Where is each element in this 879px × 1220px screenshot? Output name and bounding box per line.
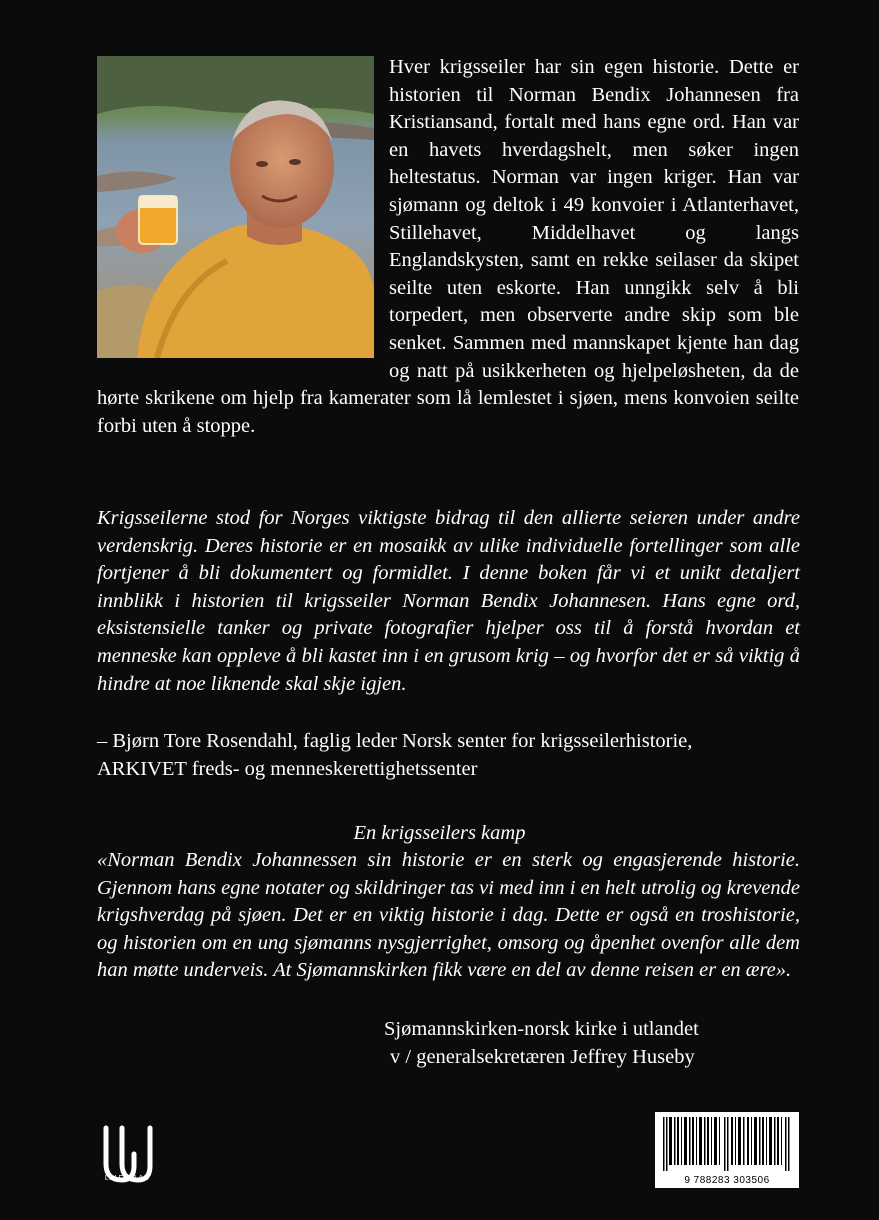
endorsement-attribution <box>97 728 817 783</box>
photo-wrap-spacer <box>97 54 389 370</box>
signature-line-2: v / generalsekretæren Jeffrey Huseby <box>390 1046 695 1068</box>
intro-paragraph <box>97 54 799 440</box>
kamp-quote: «Norman Bendix Johannessen sin historie er en sterk og engasjerende historie. Gjennom hans egne notater og skildringer tas vi med inn i en helt utrolig og krevende krigshverdag på sjøen. Det er en viktig historie i dag. Dette er også en troshistorie, og historien om en ung sjømanns nysgjerrighet, omsorg og åpenhet ovenfor alle dem han møtte underveis. At Sjømannskirken fikk være en del av denne reisen er en ære». <box>97 849 800 982</box>
endorsement-quote: Krigsseilerne stod for Norges viktigste bidrag til den allierte seieren under andre verdenskrig. Deres historie er en mosaikk av ulike individuelle fortellinger som alle fortjener å bli dokumentert og formidlet. I denne boken får vi et unikt detaljert innblikk i historien til krigsseiler Norman Bendix Johannesen. Hans egne ord, eksistensielle tanker og private fotografier hjelper oss til å forstå hvordan et menneske kan oppleve å bli kastet inn i en grusom krig – og hvorfor det er så viktig å hindre at noe liknende skal skje igjen. <box>97 507 800 695</box>
signature-line-1: Sjømannskirken-norsk kirke i utlandet <box>384 1018 699 1040</box>
publisher-name: LIV FORLAG <box>104 1175 150 1182</box>
isbn-barcode <box>655 1112 799 1188</box>
kamp-signature <box>384 1015 804 1071</box>
barcode-bars <box>663 1117 791 1171</box>
intro-text: Hver krigsseiler har sin egen historie. Dette er historien til Norman Bendix Johannesen fra Kristiansand, fortalt med hans egne ord. Han var en havets hverdagshelt, men søker ingen heltestatus. Norman var ingen kriger. Han var sjømann og deltok i 49 konvoier i Atlanterhavet, Stillehavet, Middelhavet og langs Englandskysten, samt en rekke seilaser da skipet seilte uten eskorte. Han unngikk selv å bli torpedert, men observerte andre skip som ble senket. Sammen med mannskapet kjente han dag og natt på usikkerheten og hjelpeløsheten, da de hørte skrikene om hjelp fra kamerater som lå lemlestet i sjøen, mens konvoien seilte forbi uten å stoppe. <box>97 56 799 437</box>
publisher-logo-icon <box>100 1124 156 1194</box>
isbn-number: 9 788283 303506 <box>684 1175 770 1186</box>
kamp-heading: En krigsseilers kamp <box>353 822 526 844</box>
attribution-line-1: – Bjørn Tore Rosendahl, faglig leder Norsk senter for krigsseilerhistorie, <box>97 730 693 752</box>
attribution-line-2: ARKIVET freds- og menneskerettighetssenter <box>97 757 478 780</box>
